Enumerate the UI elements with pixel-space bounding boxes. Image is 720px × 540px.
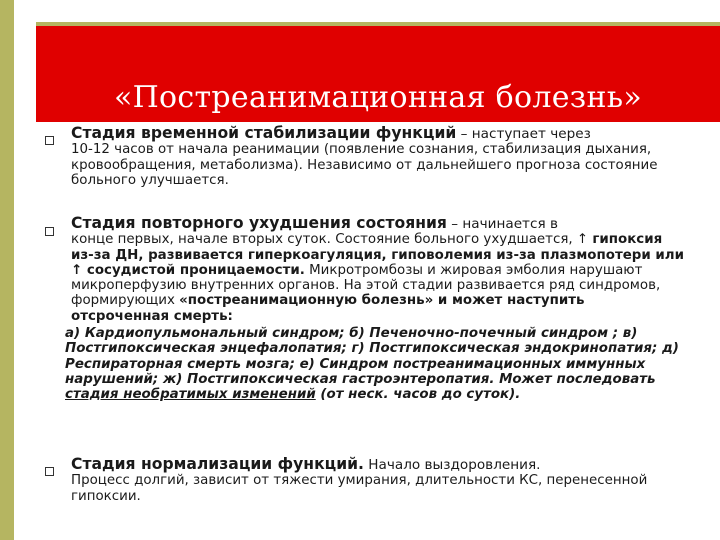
stage-heading-tail: – наступает через [456,126,591,142]
stage-body: Микротромбозы и жировая эмболия нарушают микроперфузию внутренних органов. На этой стадии развивается ряд синдромов, формирующих [71,262,661,309]
stage-body: 10-12 часов от начала реанимации (появление сознания, стабилизация дыхания, кровообращения, метаболизма). Независимо от дальнейшего прогноза состояние больного улучшается. [71,142,658,188]
stage-body: Процесс долгий, зависит от тяжести умирания, длительности КС, перенесенной гипоксии. [71,473,648,504]
list-item [71,457,686,504]
stage-body: конце первых, начале вторых суток. Состояние больного ухудшается, ↑ [71,232,593,248]
page-title: «Постреанимационная болезнь» [113,80,643,115]
square-bullet-icon [45,467,54,476]
stage-heading-tail: – начинается в [446,216,558,232]
stage-body-bold: гипоксия из-за ДН, развивается гиперкоагуляция, гиповолемия из-за плазмопотери или ↑ сосудистой проницаемости. [71,232,684,278]
stage-heading-tail: Начало выздоровления. [363,457,541,473]
syndrome-list [65,326,686,402]
syndrome-list-tail: Может последовать [494,371,656,387]
list-item [71,126,686,188]
square-bullet-icon [45,227,54,236]
syndrome-list-text: а) Кардиопульмональный синдром; б) Печеночно-почечный синдром ; в) Постгипоксическая энцефалопатия; г) Постгипоксическая эндокринопатия; д) Респираторная смерть мозга; е) Синдром постреанимационных иммунных нарушений; ж) Постгипоксическая гастроэнтеропатия. [65,326,679,387]
stage-heading: Стадия временной стабилизации функций [71,124,457,142]
irreversible-stage-text: стадия необратимых изменений [65,387,316,403]
stage-body-bold: «постреанимационную болезнь» и может наступить отсроченная смерть: [71,293,585,324]
syndrome-list-end: (от неск. часов до суток). [315,387,521,403]
stage-heading: Стадия повторного ухудшения состояния [71,214,447,232]
list-item [65,214,686,403]
square-bullet-icon [45,136,54,145]
stage-heading: Стадия нормализации функций. [71,455,364,473]
